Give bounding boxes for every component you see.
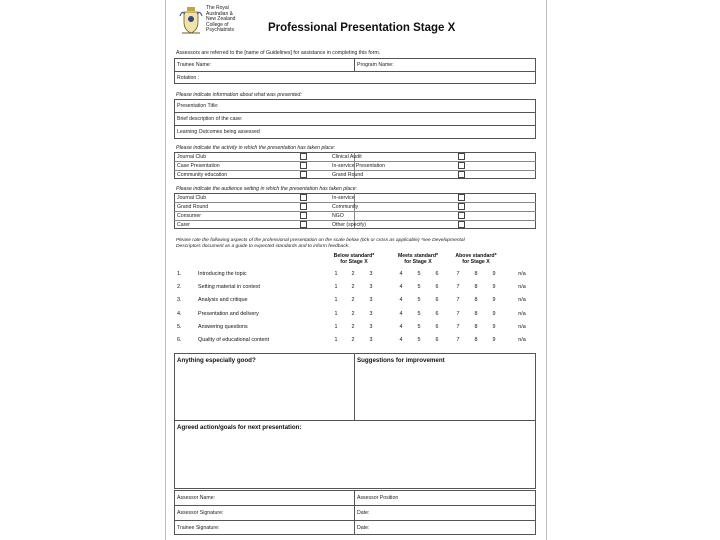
checkbox-audience-grand-round[interactable] xyxy=(300,203,307,210)
rating-option-2[interactable]: 2 xyxy=(351,337,355,343)
rating-option-2[interactable]: 2 xyxy=(351,297,355,304)
audience-ngo: NGO xyxy=(332,213,344,219)
rating-option-3[interactable]: 3 xyxy=(369,297,373,304)
rating-option-8[interactable]: 8 xyxy=(474,323,478,330)
rating-option-2[interactable]: 2 xyxy=(351,271,355,277)
checkbox-audience-inservice[interactable] xyxy=(458,194,465,201)
rating-item-number: 2. xyxy=(177,284,182,291)
rating-option-5[interactable]: 5 xyxy=(417,271,421,277)
rating-option-2[interactable]: 2 xyxy=(351,284,355,291)
rating-item-label: Presentation and delivery xyxy=(198,310,259,317)
checkbox-audience-consumer[interactable] xyxy=(300,212,307,219)
checkbox-grand-round[interactable] xyxy=(458,171,465,178)
rating-item-label: Analysis and critique xyxy=(198,297,248,304)
rating-option-na[interactable]: n/a xyxy=(518,297,526,304)
checkbox-community-education[interactable] xyxy=(300,171,307,178)
trainee-signature-field[interactable]: Trainee Signature: xyxy=(177,525,220,531)
rating-option-4[interactable]: 4 xyxy=(399,337,403,343)
rating-option-na[interactable]: n/a xyxy=(518,310,526,317)
checkbox-audience-journal-club[interactable] xyxy=(300,194,307,201)
rating-option-7[interactable]: 7 xyxy=(456,271,460,277)
case-description-field[interactable]: Brief description of the case: xyxy=(177,116,243,122)
page-title: Professional Presentation Stage X xyxy=(268,22,456,34)
rating-option-7[interactable]: 7 xyxy=(456,337,460,343)
header-below-standard: Below standard* for Stage X xyxy=(333,253,375,265)
rating-option-6[interactable]: 6 xyxy=(435,271,439,277)
rating-option-8[interactable]: 8 xyxy=(474,284,478,291)
audience-journal-club: Journal Club xyxy=(177,195,207,201)
trainee-date-field[interactable]: Date: xyxy=(357,525,370,531)
rating-option-8[interactable]: 8 xyxy=(474,271,478,277)
rating-option-3[interactable]: 3 xyxy=(369,271,373,277)
assessor-note: Assessors are referred to the [name of Guidelines] for assistance in completing this form. xyxy=(176,50,381,56)
college-crest-icon xyxy=(178,6,204,36)
audience-prompt: Please indicate the audience setting in which the presentation has taken place: xyxy=(176,186,358,192)
rating-option-1[interactable]: 1 xyxy=(334,297,338,304)
rating-option-2[interactable]: 2 xyxy=(351,323,355,330)
program-name-field[interactable]: Program Name: xyxy=(357,62,394,68)
rating-option-1[interactable]: 1 xyxy=(334,337,338,343)
rating-option-6[interactable]: 6 xyxy=(435,297,439,304)
learning-outcomes-field[interactable]: Learning Outcomes being assessed xyxy=(177,129,260,135)
presented-prompt: Please indicate information about what was presented: xyxy=(176,92,302,98)
trainee-name-field[interactable]: Trainee Name: xyxy=(177,62,212,68)
rating-option-3[interactable]: 3 xyxy=(369,323,373,330)
rating-option-9[interactable]: 9 xyxy=(492,271,496,277)
rating-option-5[interactable]: 5 xyxy=(417,297,421,304)
rating-option-1[interactable]: 1 xyxy=(334,323,338,330)
rating-item-number: 6. xyxy=(177,337,182,343)
college-name: The Royal Australian & New Zealand College of Psychiatrists xyxy=(206,5,236,34)
checkbox-clinical-audit[interactable] xyxy=(458,153,465,160)
rating-option-9[interactable]: 9 xyxy=(492,284,496,291)
rating-option-7[interactable]: 7 xyxy=(456,310,460,317)
assessor-date-field[interactable]: Date: xyxy=(357,510,370,516)
presentation-title-field[interactable]: Presentation Title: xyxy=(177,103,219,109)
checkbox-audience-ngo[interactable] xyxy=(458,212,465,219)
rating-option-8[interactable]: 8 xyxy=(474,310,478,317)
rating-option-5[interactable]: 5 xyxy=(417,284,421,291)
good-label[interactable]: Anything especially good? xyxy=(177,357,256,364)
rating-option-1[interactable]: 1 xyxy=(334,284,338,291)
assessor-signature-field[interactable]: Assessor Signature: xyxy=(177,510,224,516)
signature-box xyxy=(174,490,536,535)
rating-item-label: Answering questions xyxy=(198,323,248,330)
audience-grand-round: Grand Round xyxy=(177,204,209,210)
rating-option-na[interactable]: n/a xyxy=(518,337,526,343)
audience-consumer: Consumer xyxy=(177,213,201,219)
audience-other: Other (specify) xyxy=(332,222,367,228)
rating-option-9[interactable]: 9 xyxy=(492,297,496,304)
option-case-presentation: Case Presentation xyxy=(177,163,220,169)
rating-item-number: 4. xyxy=(177,310,182,317)
rating-option-6[interactable]: 6 xyxy=(435,323,439,330)
rating-option-7[interactable]: 7 xyxy=(456,323,460,330)
option-clinical-audit: Clinical Audit xyxy=(332,154,362,160)
rating-item-label: Setting material in context xyxy=(198,284,261,291)
option-grand-round: Grand Round xyxy=(332,172,364,178)
header-above-standard: Above standard* for Stage X xyxy=(455,253,497,265)
rating-option-na[interactable]: n/a xyxy=(518,284,526,291)
option-journal-club: Journal Club xyxy=(177,154,207,160)
rating-option-9[interactable]: 9 xyxy=(492,323,496,330)
rating-option-3[interactable]: 3 xyxy=(369,337,373,343)
rating-option-4[interactable]: 4 xyxy=(399,297,403,304)
comments-box xyxy=(174,353,536,489)
rating-option-9[interactable]: 9 xyxy=(492,310,496,317)
checkbox-inservice-presentation[interactable] xyxy=(458,162,465,169)
header-meets-standard: Meets standard* for Stage X xyxy=(397,253,439,265)
rating-option-5[interactable]: 5 xyxy=(417,337,421,343)
rating-item-number: 3. xyxy=(177,297,182,304)
rating-option-4[interactable]: 4 xyxy=(399,310,403,317)
option-community-education: Community education xyxy=(177,172,228,178)
rotation-field[interactable]: Rotation : xyxy=(177,75,200,81)
rating-option-4[interactable]: 4 xyxy=(399,284,403,291)
rating-item-number: 5. xyxy=(177,323,182,330)
rating-option-na[interactable]: n/a xyxy=(518,271,526,277)
rating-option-6[interactable]: 6 xyxy=(435,310,439,317)
assessor-name-field[interactable]: Assessor Name: xyxy=(177,495,216,501)
rating-prompt-line2: Descriptors document as a guide to expected standards and to inform feedback. xyxy=(176,244,350,249)
rating-option-na[interactable]: n/a xyxy=(518,323,526,330)
rating-option-8[interactable]: 8 xyxy=(474,297,478,304)
activity-prompt: Please indicate the activity in which the presentation has taken place: xyxy=(176,145,336,151)
checkbox-journal-club[interactable] xyxy=(300,153,307,160)
rating-option-2[interactable]: 2 xyxy=(351,310,355,317)
rating-option-7[interactable]: 7 xyxy=(456,297,460,304)
rating-prompt-line1: Please rate the following aspects of the professional presentation on the scale below (tick or cross as applicable) *see Developmental xyxy=(176,238,465,243)
audience-community: Community xyxy=(332,204,359,210)
rating-option-5[interactable]: 5 xyxy=(417,323,421,330)
rating-option-3[interactable]: 3 xyxy=(369,310,373,317)
rating-item-label: Quality of educational content xyxy=(198,337,270,343)
rating-option-7[interactable]: 7 xyxy=(456,284,460,291)
form-page xyxy=(165,0,547,540)
rating-option-4[interactable]: 4 xyxy=(399,271,403,277)
rating-option-9[interactable]: 9 xyxy=(492,337,496,343)
rating-option-1[interactable]: 1 xyxy=(334,271,338,277)
agreed-action-label[interactable]: Agreed action/goals for next presentation: xyxy=(177,424,302,431)
rating-option-6[interactable]: 6 xyxy=(435,284,439,291)
improvement-label[interactable]: Suggestions for improvement xyxy=(357,357,445,364)
audience-carer: Carer xyxy=(177,222,190,228)
rating-item-number: 1. xyxy=(177,271,182,277)
rating-option-1[interactable]: 1 xyxy=(334,310,338,317)
rating-item-label: Introducing the topic xyxy=(198,271,247,277)
option-inservice-presentation: In-service Presentation xyxy=(332,163,386,169)
audience-inservice: In-service xyxy=(332,195,355,201)
rating-option-3[interactable]: 3 xyxy=(369,284,373,291)
rating-option-5[interactable]: 5 xyxy=(417,310,421,317)
checkbox-audience-community[interactable] xyxy=(458,203,465,210)
assessor-position-field[interactable]: Assessor Position xyxy=(357,495,399,501)
checkbox-audience-other[interactable] xyxy=(458,221,465,228)
checkbox-case-presentation[interactable] xyxy=(300,162,307,169)
rating-option-8[interactable]: 8 xyxy=(474,337,478,343)
checkbox-audience-carer[interactable] xyxy=(300,221,307,228)
rating-option-4[interactable]: 4 xyxy=(399,323,403,330)
rating-option-6[interactable]: 6 xyxy=(435,337,439,343)
